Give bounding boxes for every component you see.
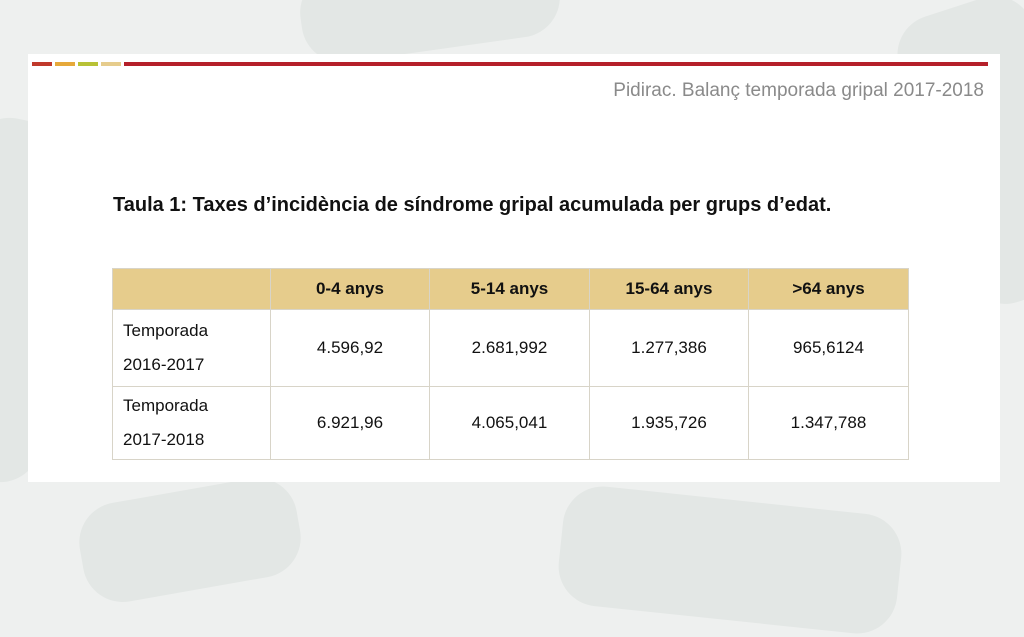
column-header-over-64: >64 anys bbox=[749, 269, 909, 310]
row-label bbox=[113, 310, 271, 387]
table-cell: 1.935,726 bbox=[590, 387, 749, 460]
row-label bbox=[113, 387, 271, 460]
table-cell: 6.921,96 bbox=[271, 387, 430, 460]
incidence-table bbox=[112, 268, 909, 460]
table-cell: 4.065,041 bbox=[430, 387, 590, 460]
table-caption: Taula 1: Taxes d’incidència de síndrome gripal acumulada per grups d’edat. bbox=[113, 194, 832, 216]
row-label-line: Temporada bbox=[123, 396, 209, 415]
table-cell: 4.596,92 bbox=[271, 310, 430, 387]
header-rule-segment bbox=[78, 62, 98, 66]
header-title: Pidirac. Balanç temporada gripal 2017-2018 bbox=[613, 80, 984, 101]
table-cell: 1.277,386 bbox=[590, 310, 749, 387]
table-header-row bbox=[113, 269, 909, 310]
table-row bbox=[113, 310, 909, 387]
column-header-15-64: 15-64 anys bbox=[590, 269, 749, 310]
table-cell: 2.681,992 bbox=[430, 310, 590, 387]
header-rule-segment bbox=[101, 62, 121, 66]
row-label-line: 2017-2018 bbox=[123, 430, 205, 449]
column-header bbox=[113, 269, 271, 310]
column-header-5-14: 5-14 anys bbox=[430, 269, 590, 310]
header-rule-segment bbox=[55, 62, 75, 66]
column-header-0-4: 0-4 anys bbox=[271, 269, 430, 310]
background-shape bbox=[73, 472, 307, 609]
header-rule bbox=[124, 62, 988, 66]
document-page bbox=[28, 54, 1000, 482]
table-cell: 965,6124 bbox=[749, 310, 909, 387]
table-row bbox=[113, 387, 909, 460]
row-label-line: Temporada bbox=[123, 321, 209, 340]
row-label-line: 2016-2017 bbox=[123, 355, 205, 374]
table-cell: 1.347,788 bbox=[749, 387, 909, 460]
header-rule-segment bbox=[32, 62, 52, 66]
background-shape bbox=[555, 483, 906, 637]
